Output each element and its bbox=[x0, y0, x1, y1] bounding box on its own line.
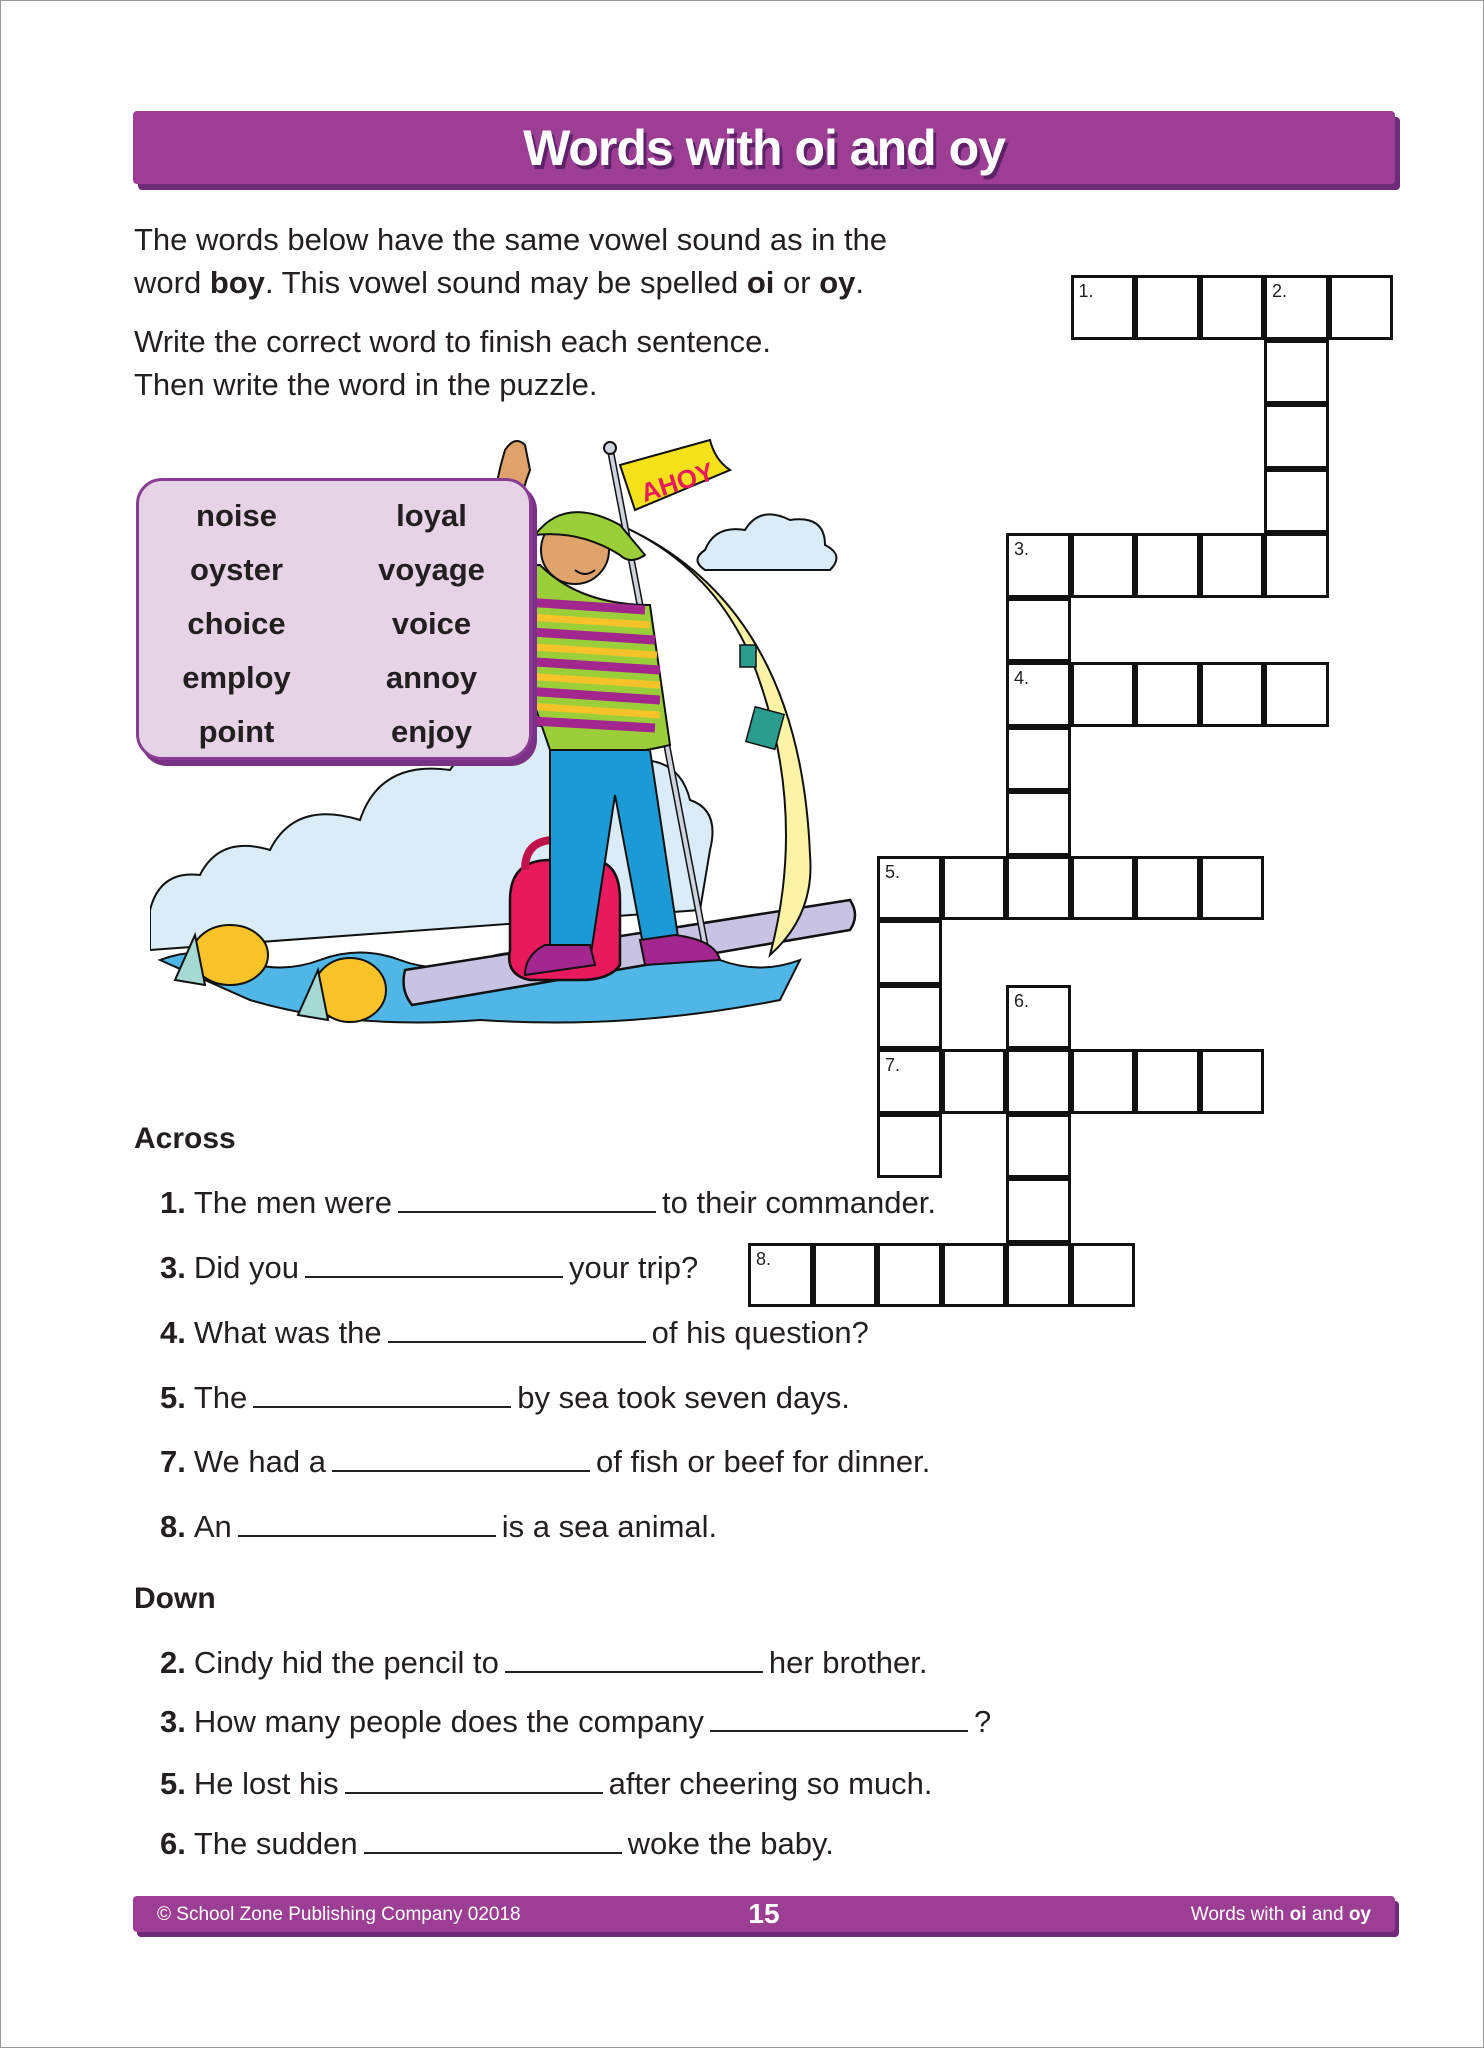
clue-number: 4. bbox=[160, 1315, 186, 1350]
clue-number: 5. bbox=[160, 1380, 186, 1415]
crossword-cell[interactable] bbox=[877, 1243, 942, 1308]
clue-text-after: to their commander. bbox=[662, 1185, 936, 1220]
across-clue bbox=[160, 1509, 717, 1545]
footer-bar bbox=[133, 1896, 1395, 1932]
across-clue bbox=[160, 1315, 869, 1351]
crossword-cell[interactable] bbox=[1006, 791, 1071, 856]
clue-text-after: of his question? bbox=[651, 1315, 869, 1350]
flag-text: AHOY bbox=[636, 456, 718, 508]
answer-blank[interactable] bbox=[345, 1766, 603, 1794]
crossword-cell[interactable] bbox=[1200, 856, 1265, 921]
crossword-cell[interactable] bbox=[1135, 662, 1200, 727]
clue-number: 4. bbox=[1014, 668, 1030, 688]
title-banner bbox=[133, 111, 1395, 184]
intro-line-3: Write the correct word to finish each sentence. bbox=[134, 324, 771, 359]
intro-line-2 bbox=[134, 261, 887, 304]
crossword-cell[interactable] bbox=[1006, 598, 1071, 663]
word-bank-item: oyster bbox=[189, 552, 284, 587]
clue-number: 5. bbox=[885, 861, 901, 882]
word-bank-item: loyal bbox=[396, 498, 467, 533]
crossword-cell[interactable] bbox=[748, 1243, 813, 1308]
clue-number: 3. bbox=[160, 1704, 186, 1739]
down-heading: Down bbox=[134, 1582, 216, 1615]
crossword-cell[interactable] bbox=[1006, 533, 1071, 598]
word-bank-grid bbox=[139, 489, 529, 759]
text: . bbox=[855, 265, 865, 300]
bold-word: oi bbox=[746, 265, 775, 300]
clue-text-before: What was the bbox=[193, 1315, 382, 1350]
down-clue bbox=[160, 1766, 933, 1802]
down-clue bbox=[160, 1826, 834, 1862]
clue-number: 1. bbox=[160, 1185, 186, 1220]
clue-number: 1. bbox=[1078, 281, 1094, 301]
clue-text-after: ? bbox=[973, 1704, 992, 1739]
crossword-cell[interactable] bbox=[877, 920, 942, 985]
clue-number: 8. bbox=[160, 1509, 186, 1544]
crossword-cell[interactable] bbox=[813, 1243, 878, 1308]
crossword-cell[interactable] bbox=[1071, 1243, 1136, 1308]
clue-number: 2. bbox=[1272, 281, 1288, 301]
clue-number: 6. bbox=[160, 1826, 186, 1861]
crossword-cell[interactable] bbox=[1200, 275, 1265, 340]
crossword-cell[interactable] bbox=[1006, 1049, 1071, 1114]
clue-text-before: The men were bbox=[193, 1185, 392, 1220]
across-clue bbox=[160, 1250, 698, 1286]
crossword-cell[interactable] bbox=[1200, 1049, 1265, 1114]
crossword-cell[interactable] bbox=[1135, 533, 1200, 598]
crossword-cell[interactable] bbox=[1135, 1049, 1200, 1114]
down-clue bbox=[160, 1645, 927, 1681]
clue-number: 7. bbox=[160, 1444, 186, 1479]
across-clue bbox=[160, 1380, 850, 1416]
clue-text-after: of fish or beef for dinner. bbox=[596, 1444, 931, 1479]
text: and bbox=[1306, 1904, 1349, 1925]
answer-blank[interactable] bbox=[710, 1704, 968, 1732]
crossword-cell[interactable] bbox=[1071, 1049, 1136, 1114]
crossword-cell[interactable] bbox=[877, 1049, 942, 1114]
intro-paragraph-1 bbox=[134, 218, 887, 304]
clue-number: 5. bbox=[160, 1766, 186, 1801]
clue-text-before: The bbox=[193, 1380, 248, 1415]
crossword-cell[interactable] bbox=[1200, 662, 1265, 727]
clue-number: 2. bbox=[160, 1645, 186, 1680]
crossword-cell[interactable] bbox=[1071, 275, 1136, 340]
clue-number: 3. bbox=[1014, 539, 1030, 559]
crossword-cell[interactable] bbox=[1329, 275, 1394, 340]
intro-line-4: Then write the word in the puzzle. bbox=[134, 367, 598, 402]
intro-line-1: The words below have the same vowel sound as in the bbox=[134, 222, 888, 257]
answer-blank[interactable] bbox=[398, 1185, 656, 1213]
crossword-cell[interactable] bbox=[1006, 1114, 1071, 1179]
clue-text-after: her brother. bbox=[768, 1645, 928, 1680]
crossword-cell[interactable] bbox=[1006, 985, 1071, 1050]
answer-blank[interactable] bbox=[388, 1315, 646, 1343]
word-bank-item: annoy bbox=[385, 660, 478, 695]
clue-text-before: An bbox=[193, 1509, 232, 1544]
crossword-cell[interactable] bbox=[877, 1114, 942, 1179]
answer-blank[interactable] bbox=[364, 1826, 622, 1854]
word-bank-item: choice bbox=[187, 606, 286, 641]
answer-blank[interactable] bbox=[253, 1380, 511, 1408]
text: or bbox=[774, 265, 820, 300]
crossword-cell[interactable] bbox=[1006, 727, 1071, 792]
clue-number: 8. bbox=[756, 1248, 772, 1269]
crossword-cell[interactable] bbox=[1264, 533, 1329, 598]
crossword-cell[interactable] bbox=[1006, 662, 1071, 727]
clue-text-before: The sudden bbox=[193, 1826, 358, 1861]
answer-blank[interactable] bbox=[305, 1250, 563, 1278]
text: . This vowel sound may be spelled bbox=[264, 265, 747, 300]
answer-blank[interactable] bbox=[238, 1509, 496, 1537]
text: word bbox=[134, 265, 210, 300]
crossword-cell[interactable] bbox=[1264, 404, 1329, 469]
word-bank-item: enjoy bbox=[391, 714, 472, 749]
clue-text-before: How many people does the company bbox=[193, 1704, 704, 1739]
crossword-cell[interactable] bbox=[1006, 1178, 1071, 1243]
page-number: 15 bbox=[748, 1898, 780, 1929]
clue-text-before: He lost his bbox=[193, 1766, 339, 1801]
crossword-cell[interactable] bbox=[1006, 1243, 1071, 1308]
crossword-cell[interactable] bbox=[1200, 533, 1265, 598]
intro-paragraph-2 bbox=[134, 320, 771, 406]
crossword-cell[interactable] bbox=[1264, 340, 1329, 405]
crossword-cell[interactable] bbox=[1006, 856, 1071, 921]
footer-topic bbox=[1191, 1904, 1371, 1926]
answer-blank[interactable] bbox=[505, 1645, 763, 1673]
clue-text-after: your trip? bbox=[568, 1250, 699, 1285]
clue-text-after: is a sea animal. bbox=[501, 1509, 718, 1544]
crossword-cell[interactable] bbox=[1071, 856, 1136, 921]
down-clue bbox=[160, 1704, 991, 1740]
crossword-cell[interactable] bbox=[1135, 856, 1200, 921]
crossword-cell[interactable] bbox=[942, 1243, 1007, 1308]
bold-word: oy bbox=[819, 265, 856, 300]
word-bank-item: voyage bbox=[378, 552, 485, 587]
word-bank-item: employ bbox=[182, 660, 291, 695]
clue-text-after: by sea took seven days. bbox=[517, 1380, 850, 1415]
crossword-cell[interactable] bbox=[942, 1049, 1007, 1114]
across-clue bbox=[160, 1444, 930, 1480]
word-bank-item: point bbox=[198, 714, 275, 749]
word-bank-item: noise bbox=[196, 498, 277, 533]
text: Words with bbox=[1190, 1904, 1290, 1925]
clue-text-before: We had a bbox=[193, 1444, 326, 1479]
crossword-cell[interactable] bbox=[1071, 533, 1136, 598]
clue-number: 7. bbox=[885, 1055, 901, 1075]
answer-blank[interactable] bbox=[332, 1444, 590, 1472]
clue-text-after: after cheering so much. bbox=[608, 1766, 933, 1801]
clue-text-after: woke the baby. bbox=[627, 1826, 834, 1861]
crossword-cell[interactable] bbox=[1264, 469, 1329, 534]
crossword-cell[interactable] bbox=[942, 856, 1007, 921]
clue-number: 3. bbox=[160, 1250, 186, 1285]
page-title: Words with oi and oy bbox=[523, 119, 1005, 176]
clue-text-before: Did you bbox=[193, 1250, 299, 1285]
crossword-cell[interactable] bbox=[1071, 662, 1136, 727]
across-clue bbox=[160, 1185, 936, 1221]
word-bank bbox=[136, 478, 532, 760]
crossword-cell[interactable] bbox=[877, 985, 942, 1050]
bold-word: oy bbox=[1348, 1904, 1371, 1925]
crossword-cell[interactable] bbox=[877, 856, 942, 921]
crossword-cell[interactable] bbox=[1264, 662, 1329, 727]
crossword-cell[interactable] bbox=[1135, 275, 1200, 340]
across-heading: Across bbox=[134, 1122, 236, 1155]
bold-word: oi bbox=[1289, 1904, 1307, 1925]
word-bank-item: voice bbox=[391, 606, 472, 641]
clue-text-before: Cindy hid the pencil to bbox=[193, 1645, 499, 1680]
crossword-cell[interactable] bbox=[1264, 275, 1329, 340]
bold-word: boy bbox=[209, 265, 265, 300]
copyright: © School Zone Publishing Company 02018 bbox=[157, 1904, 521, 1925]
clue-number: 6. bbox=[1014, 990, 1030, 1011]
